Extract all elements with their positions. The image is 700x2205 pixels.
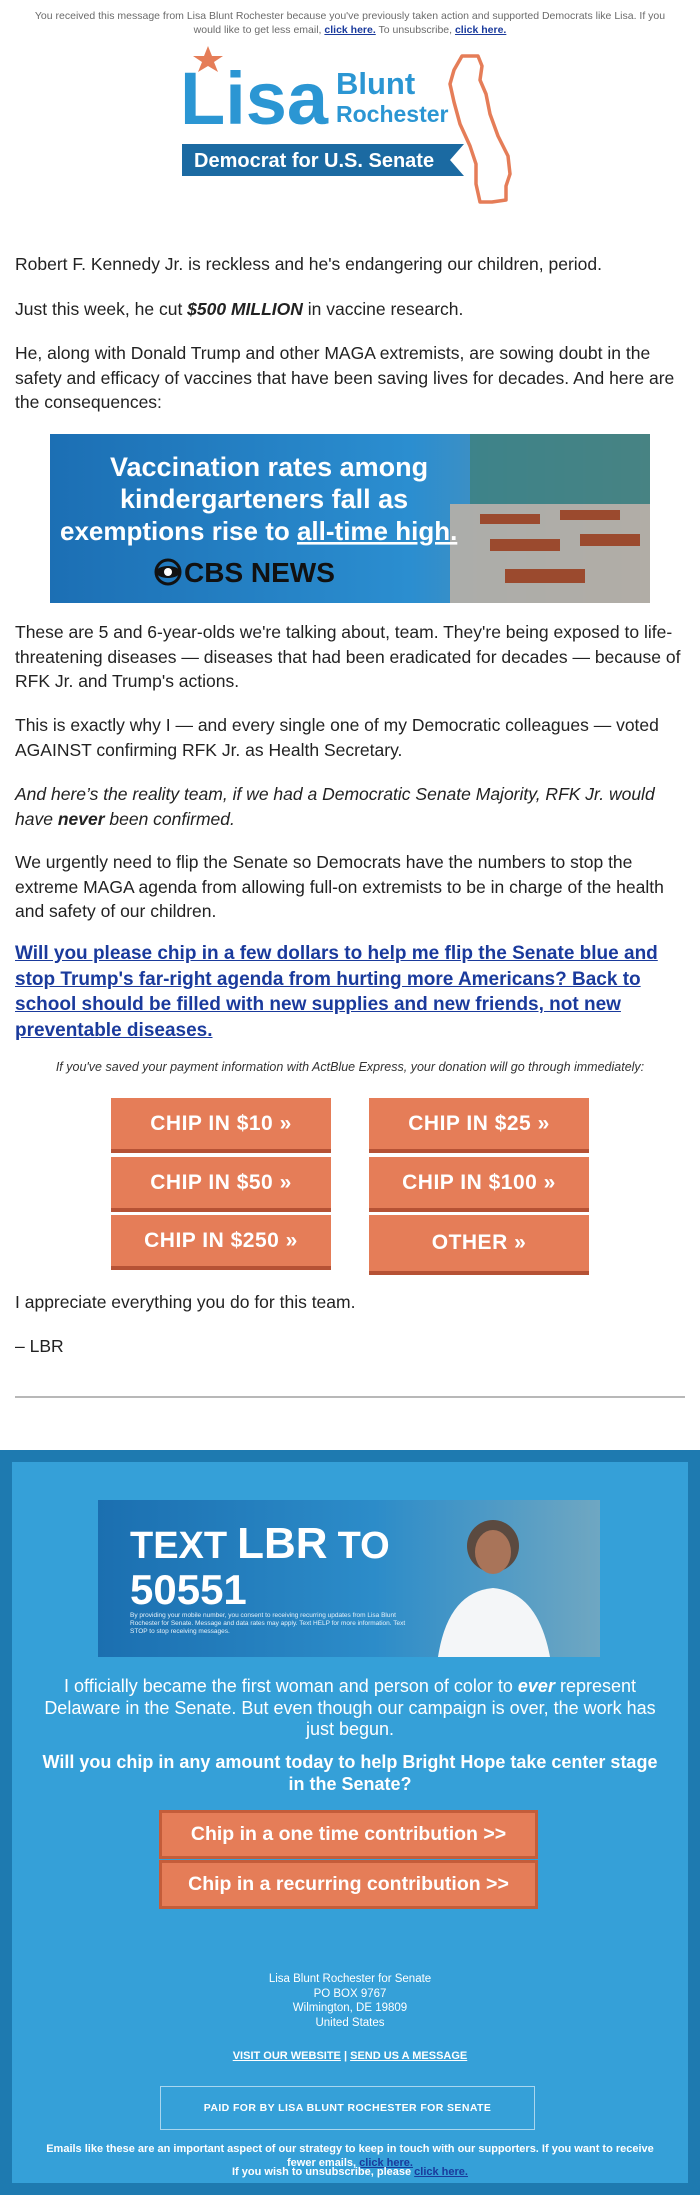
paid-for-disclaimer: PAID FOR BY LISA BLUNT ROCHESTER FOR SENATE xyxy=(160,2086,535,2130)
chip-in-25-button[interactable]: CHIP IN $25 » xyxy=(369,1098,589,1153)
logo-last-name-2: Rochester xyxy=(336,101,449,127)
card-fine-print: By providing your mobile number, you consent to receiving recurring updates from Lisa Blunt Rochester for Senate. Message and data rates may apply. Text HELP for more information. Text STOP to stop receiving messages. xyxy=(130,1612,406,1635)
cbs-news-banner[interactable] xyxy=(50,434,650,603)
logo-first-name: Lisa xyxy=(180,57,329,140)
chip-in-other-button[interactable]: OTHER » xyxy=(369,1215,589,1275)
banner-line-3: exemptions rise to xyxy=(60,516,297,546)
footer-paragraph-1 xyxy=(42,1676,658,1741)
paragraph: We urgently need to flip the Senate so Democrats have the numbers to stop the extreme MAGA agenda from allowing full-on extremists to be in charge of the health and safety of our children. xyxy=(15,852,664,921)
chip-in-100-button[interactable]: CHIP IN $100 » xyxy=(369,1157,589,1212)
footer-paragraph-2: Will you chip in any amount today to help Bright Hope take center stage in the Senate? xyxy=(42,1752,658,1794)
banner-line-2: kindergarteners fall as xyxy=(120,484,409,514)
paragraph-text: And here’s the reality team, if we had a Democratic Senate Majority, RFK Jr. would have xyxy=(15,784,655,829)
body-paragraph-1 xyxy=(15,252,685,277)
legal-text: If you wish to unsubscribe, please xyxy=(232,2166,412,2178)
chip-in-10-button[interactable]: CHIP IN $10 » xyxy=(111,1098,331,1153)
address-line: Wilmington, DE 19809 xyxy=(292,2002,408,2014)
chip-in-250-button[interactable]: CHIP IN $250 » xyxy=(111,1215,331,1270)
banner-graphic xyxy=(50,434,650,603)
footer xyxy=(0,1450,700,2195)
campaign-logo xyxy=(0,36,700,216)
less-email-link[interactable]: click here. xyxy=(324,24,376,36)
fewer-emails-link[interactable]: click here. xyxy=(359,2157,413,2169)
paragraph: Robert F. Kennedy Jr. is reckless and he's endangering our children, period. xyxy=(15,254,603,274)
body-paragraph-5 xyxy=(15,713,685,762)
footer-panel xyxy=(12,1462,688,2183)
footer-links xyxy=(12,2050,688,2062)
body-paragraph-3 xyxy=(15,341,685,415)
body-paragraph-2 xyxy=(15,297,685,322)
body-paragraph-6 xyxy=(15,782,685,831)
actblue-express-note: If you've saved your payment information with ActBlue Express, your donation will go through immediately: xyxy=(55,1060,645,1074)
text-lbr-card[interactable] xyxy=(98,1500,600,1657)
donation-ask-link[interactable]: Will you please chip in a few dollars to help me flip the Senate blue and stop Trump's far-right agenda from hurting more Americans? Back to school should be filled with new supplies and new friends, not new preventable diseases. xyxy=(15,943,658,1041)
paragraph: These are 5 and 6-year-olds we're talking about, team. They're being exposed to life-threatening diseases — diseases that had been eradicated for decades — because of RFK Jr. and Trump's actions. xyxy=(15,622,681,691)
card-to: TO xyxy=(337,1525,390,1567)
paragraph-text: been confirmed. xyxy=(104,808,235,829)
footer-text: represent Delaware in the Senate. But even though our campaign is over, the work has just begun. xyxy=(44,1676,656,1739)
preheader-text: You received this message from Lisa Blunt Rochester because you've previously taken action and supported Democrats like Lisa. If you would like to get less email, xyxy=(34,10,666,36)
preheader-middle: To unsubscribe, xyxy=(378,24,453,36)
closing-line: I appreciate everything you do for this team. xyxy=(15,1292,356,1312)
emphasis-never: never xyxy=(57,808,105,829)
visit-website-link[interactable]: VISIT OUR WEBSITE xyxy=(232,2050,341,2062)
svg-text:exemptions rise to all-time hi xyxy=(60,516,457,546)
one-time-contribution-button[interactable]: Chip in a one time contribution >> xyxy=(159,1810,538,1859)
body-paragraph-7 xyxy=(15,850,685,924)
address-line: PO BOX 9767 xyxy=(313,1987,387,2000)
recurring-contribution-button[interactable]: Chip in a recurring contribution >> xyxy=(159,1860,538,1909)
mailing-address xyxy=(12,1972,688,2030)
paragraph: He, along with Donald Trump and other MAGA extremists, are sowing doubt in the safety and efficacy of vaccines that have been saving lives for decades. And here are the consequences: xyxy=(15,343,675,412)
funding-cut-amount: $500 MILLION xyxy=(187,299,303,319)
banner-line-1: Vaccination rates among xyxy=(110,452,429,482)
card-shortcode: LBR xyxy=(237,1519,328,1568)
unsubscribe-link[interactable]: click here. xyxy=(454,24,507,36)
link-separator: | xyxy=(343,2050,348,2062)
chip-in-50-button[interactable]: CHIP IN $50 » xyxy=(111,1157,331,1212)
paragraph-text: in vaccine research. xyxy=(302,299,464,319)
logo-graphic xyxy=(180,44,520,216)
legal-text: Emails like these are an important aspect of our strategy to keep in touch with our supporters. If you want to receive fewer emails, xyxy=(46,2143,654,2169)
card-text-label: TEXT xyxy=(130,1525,228,1567)
card-number: 50551 xyxy=(130,1566,247,1613)
body-paragraph-4 xyxy=(15,620,685,694)
footer-emphasis-ever: ever xyxy=(517,1676,555,1696)
footer-text: I officially became the first woman and person of color to xyxy=(64,1676,518,1696)
divider xyxy=(15,1396,685,1398)
address-line: United States xyxy=(315,2016,385,2029)
send-message-link[interactable]: SEND US A MESSAGE xyxy=(350,2050,468,2062)
delaware-outline-icon xyxy=(450,56,510,202)
signature: – LBR xyxy=(15,1336,64,1356)
banner-source: CBS NEWS xyxy=(184,557,335,588)
text-card-graphic xyxy=(98,1500,600,1657)
paragraph-text: Just this week, he cut xyxy=(15,299,188,319)
banner-line-3-highlight: all-time high. xyxy=(296,516,458,546)
logo-last-name-1: Blunt xyxy=(336,66,416,101)
footer-unsubscribe-link[interactable]: click here. xyxy=(414,2166,468,2178)
address-line: Lisa Blunt Rochester for Senate xyxy=(268,1973,432,1985)
svg-text:TEXTLBRTO xyxy=(130,1519,390,1568)
legal-unsubscribe xyxy=(42,2165,658,2179)
paragraph: This is exactly why I — and every single one of my Democratic colleagues — voted AGAINST confirming RFK Jr. as Health Secretary. xyxy=(15,715,659,760)
logo-tagline: Democrat for U.S. Senate xyxy=(194,150,435,172)
preheader xyxy=(0,0,700,36)
